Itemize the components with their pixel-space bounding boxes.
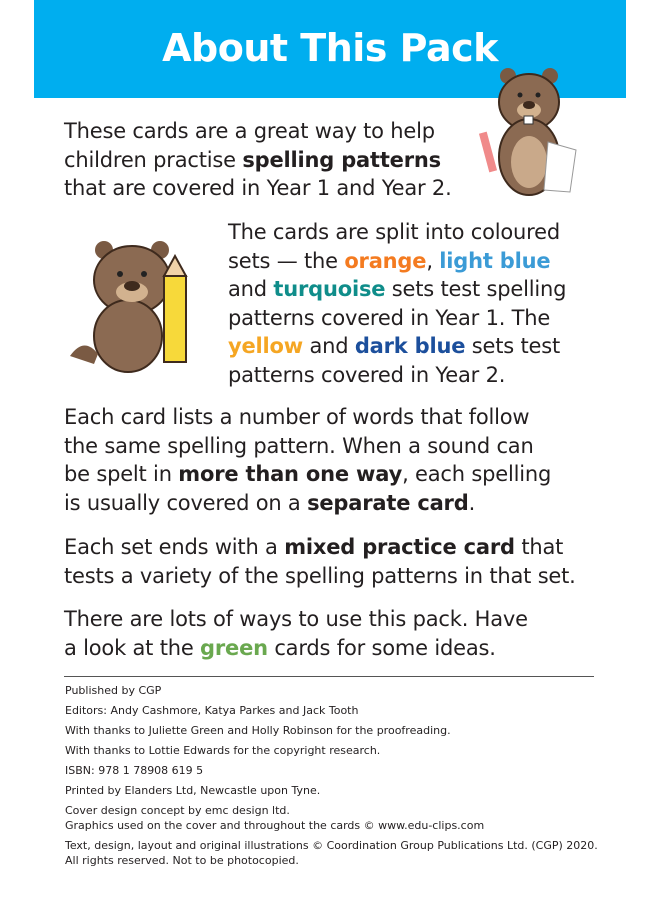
text-segment: sets test spelling patterns covered in Year 1. The <box>228 277 567 330</box>
credit-copyright: Text, design, layout and original illustrations © Coordination Group Publications Ltd. (CGP) 2020. <box>65 839 598 852</box>
text-segment: Each set ends with a <box>64 535 285 559</box>
highlighted-text: green <box>200 635 268 660</box>
text-segment: sets test patterns covered in Year 2. <box>228 334 561 387</box>
credit-copyright-research: With thanks to Lottie Edwards for the copyright research. <box>65 744 381 757</box>
text-segment: The cards are split into coloured sets — the <box>228 220 560 273</box>
beaver-with-pencil-illustration <box>478 62 578 202</box>
text-segment: that are covered in Year 1 and Year 2. <box>64 176 452 200</box>
text-segment: and <box>228 277 274 301</box>
highlighted-text: more than one way <box>178 462 403 486</box>
text-segment: There are lots of ways to use this pack. Have a look at the <box>64 607 528 660</box>
highlighted-text: dark blue <box>354 334 466 358</box>
text-segment: Each card lists a number of words that follow the same spelling pattern. When a sound can be spelt in <box>64 405 534 486</box>
credit-editors: Editors: Andy Cashmore, Katya Parkes and Jack Tooth <box>65 704 359 717</box>
highlighted-text: orange <box>344 248 427 273</box>
credit-publisher: Published by CGP <box>65 684 162 697</box>
text-segment: , <box>426 248 440 273</box>
credit-proofreading: With thanks to Juliette Green and Holly Robinson for the proofreading. <box>65 724 451 737</box>
intro-paragraph <box>64 117 454 203</box>
credit-cover-design: Cover design concept by emc design ltd. <box>65 804 290 817</box>
page-title: About This Pack <box>162 26 498 70</box>
highlighted-text: spelling patterns <box>242 147 441 172</box>
highlighted-text: yellow <box>228 334 303 358</box>
credit-graphics: Graphics used on the cover and throughout the cards © www.edu-clips.com <box>65 819 485 832</box>
highlighted-text: turquoise <box>273 277 386 301</box>
credit-isbn: ISBN: 978 1 78908 619 5 <box>65 764 204 777</box>
usage-ideas-paragraph <box>64 605 534 662</box>
beaver-with-yellow-pencil-illustration <box>64 236 204 376</box>
text-segment: These cards are a great way to help children practise <box>64 119 435 172</box>
credit-printer: Printed by Elanders Ltd, Newcastle upon Tyne. <box>65 784 321 797</box>
mixed-practice-paragraph <box>64 533 584 590</box>
divider <box>64 676 594 677</box>
highlighted-text: separate card <box>307 490 469 515</box>
text-segment: cards for some ideas. <box>267 635 496 660</box>
card-words-paragraph <box>64 403 564 517</box>
text-segment: that tests a variety of the spelling patterns in that set. <box>64 535 576 588</box>
text-segment: . <box>468 490 476 515</box>
text-segment: , each spelling is usually covered on a <box>64 462 552 515</box>
text-segment: and <box>302 334 355 358</box>
credit-rights: All rights reserved. Not to be photocopied. <box>65 854 299 867</box>
highlighted-text: mixed practice card <box>284 535 515 559</box>
highlighted-text: light blue <box>439 248 551 273</box>
coloured-sets-paragraph <box>228 218 588 389</box>
